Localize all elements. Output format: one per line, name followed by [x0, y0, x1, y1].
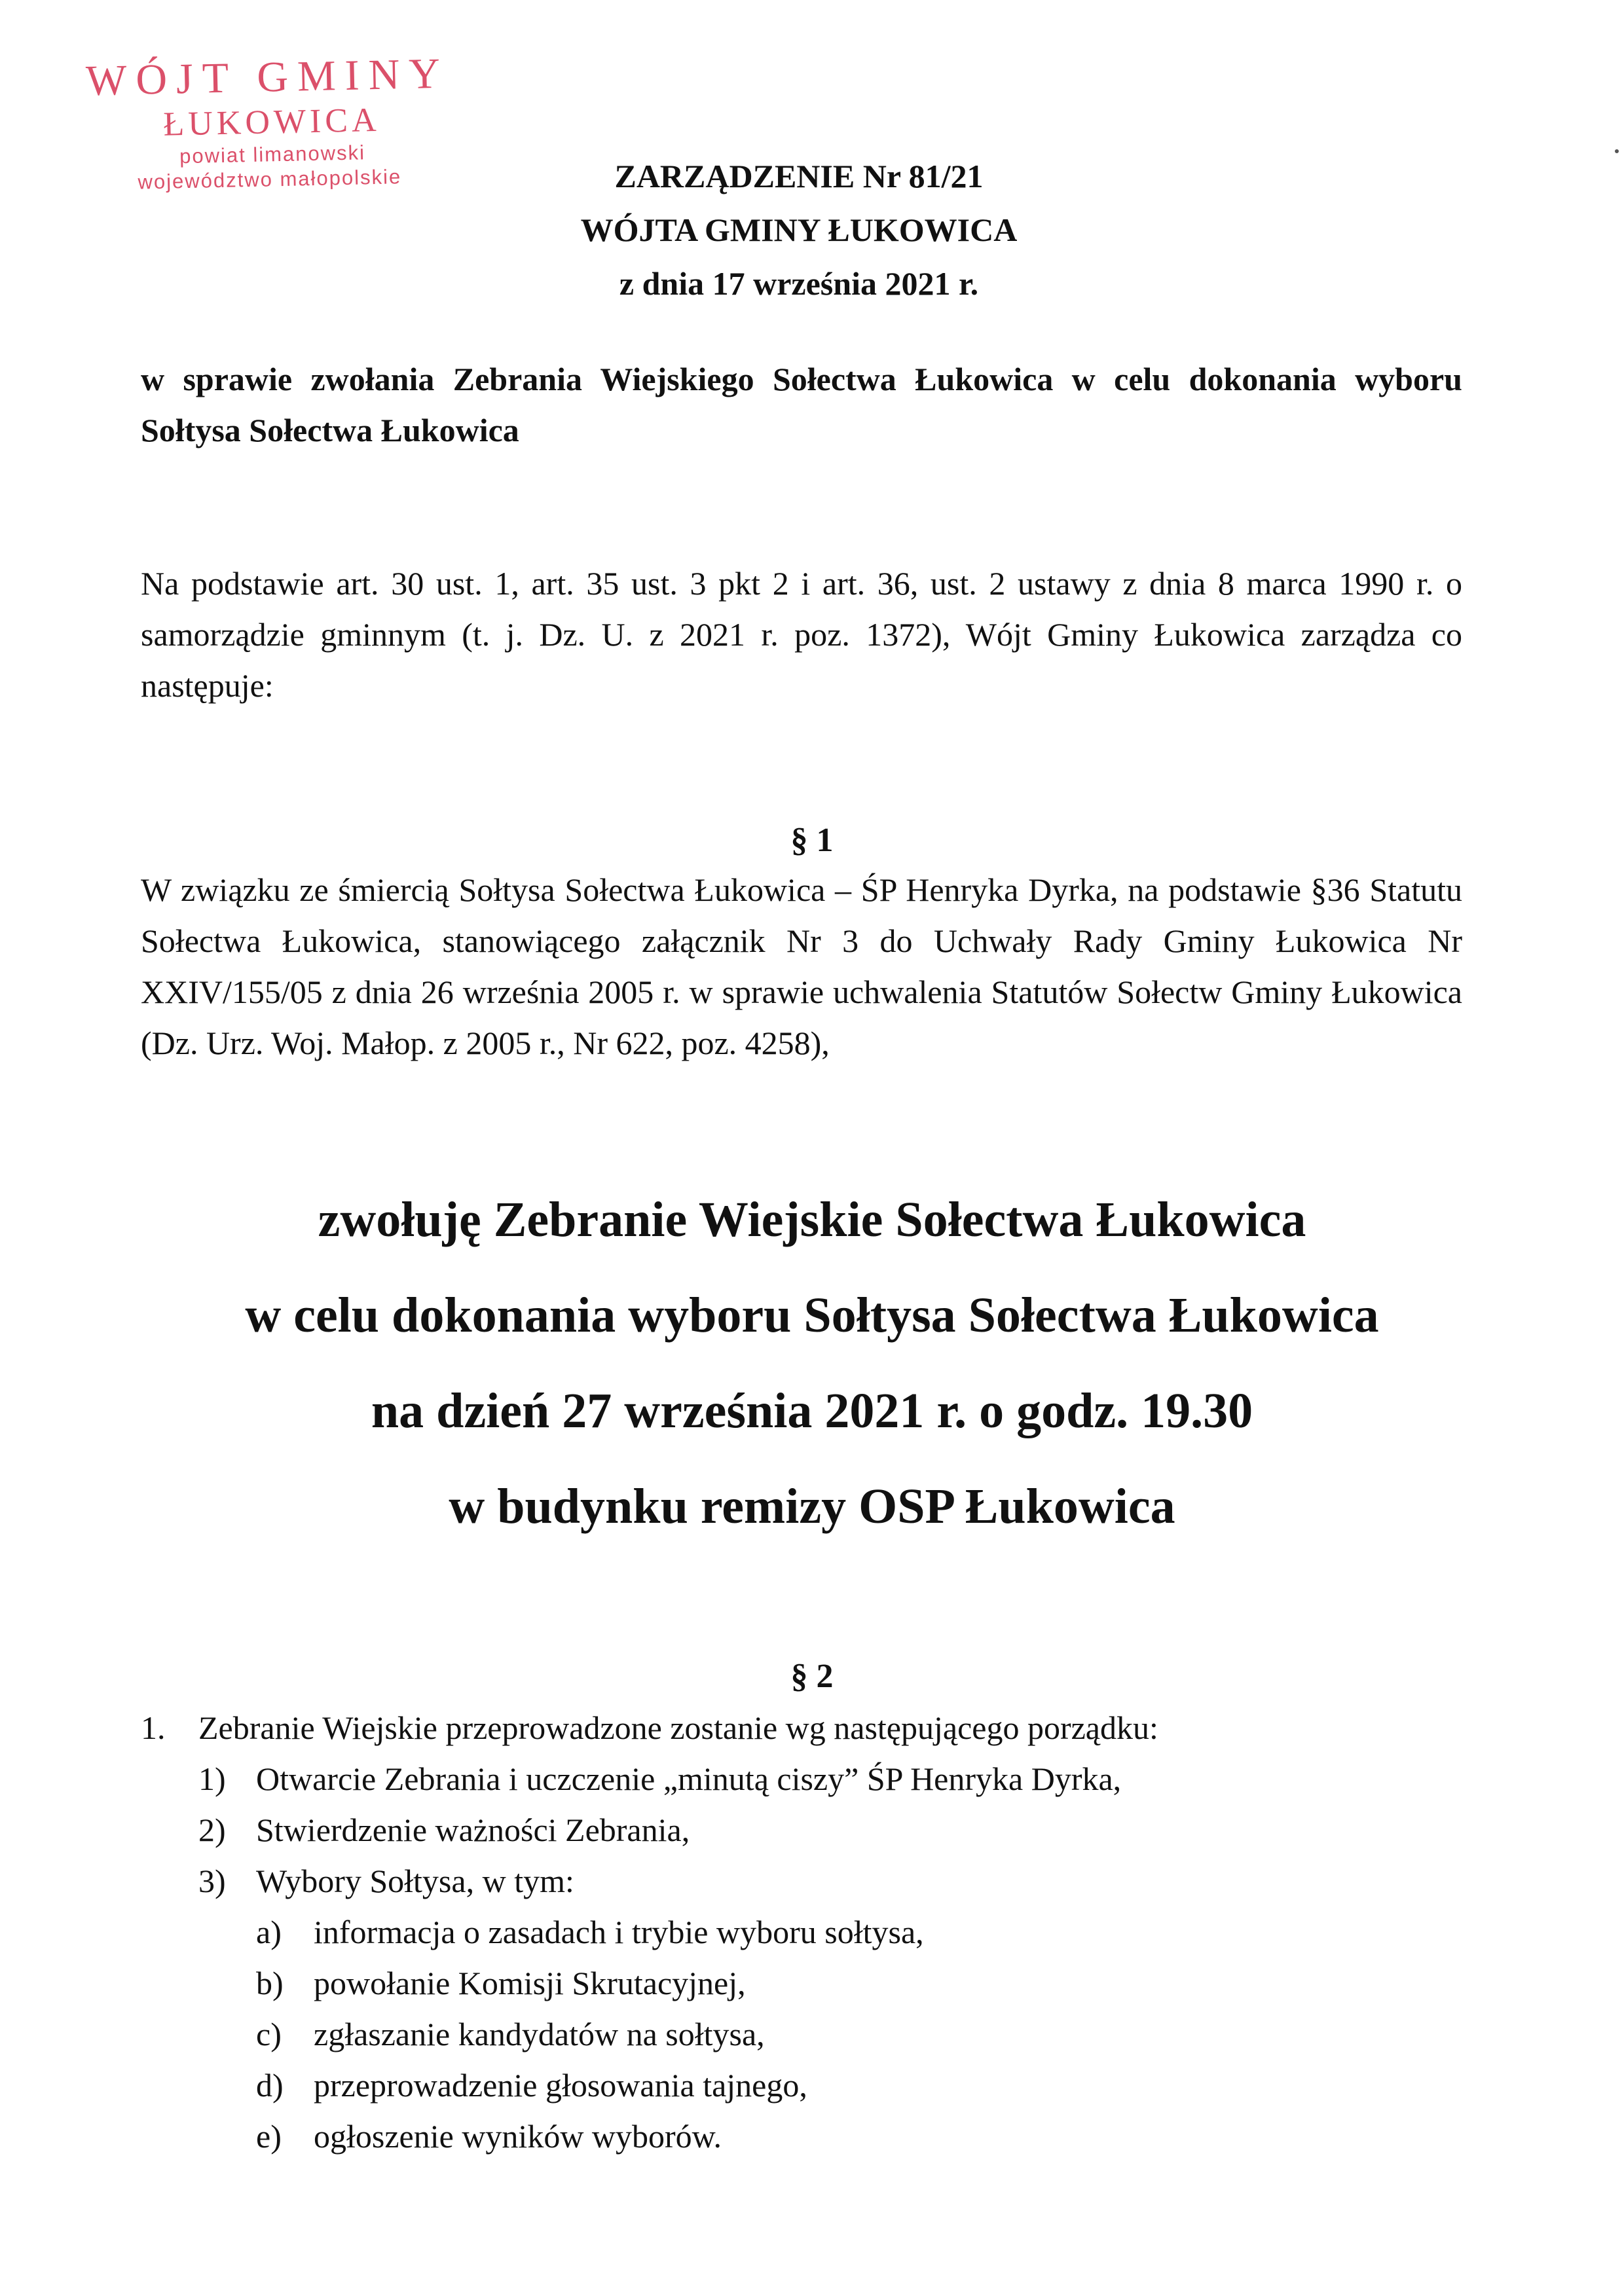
stamp-line-voivodeship: województwo małopolskie — [138, 165, 402, 194]
legal-basis: Na podstawie art. 30 ust. 1, art. 35 ust. 3 pkt 2 i art. 36, ust. 2 ustawy z dnia 8 marca 1990 r. o samorządzie gminnym (t. j. Dz. U. z 2021 r. poz. 1372), Wójt Gminy Łukowica zarządza co następuje: — [141, 565, 1462, 704]
agenda-list — [141, 1702, 1516, 2162]
announcement-line-4: w budynku remizy OSP Łukowica — [449, 1479, 1175, 1534]
stamp-line-county: powiat limanowski — [179, 141, 366, 168]
announcement-line-2: w celu dokonania wyboru Sołtysa Sołectwa Łukowica — [245, 1288, 1379, 1343]
announcement-line-3: na dzień 27 września 2021 r. o godz. 19.30 — [371, 1383, 1253, 1438]
list-item-number: e) — [256, 2118, 282, 2155]
list-item-text: zgłaszanie kandydatów na sołtysa, — [314, 2016, 765, 2052]
list-item — [141, 2111, 1516, 2162]
list-item-number: 3) — [198, 1863, 226, 1899]
list-item-text: Wybory Sołtysa, w tym: — [256, 1863, 574, 1899]
ordinance-number: ZARZĄDZENIE Nr 81/21 — [614, 158, 984, 194]
list-item-text: przeprowadzenie głosowania tajnego, — [314, 2067, 807, 2104]
list-item — [141, 2060, 1516, 2111]
document-header — [406, 149, 1192, 310]
section-1-text: W związku ze śmiercią Sołtysa Sołectwa Łukowica – ŚP Henryka Dyrka, na podstawie §36 Statutu Sołectwa Łukowica, stanowiącego załącznik Nr 3 do Uchwały Rady Gminy Łukowica Nr XXIV/155/05 z dnia 26 września 2005 r. w sprawie uchwalenia Statutów Sołectw Gminy Łukowica (Dz. Urz. Woj. Małop. z 2005 r., Nr 622, poz. 4258), — [141, 871, 1462, 1061]
issuer: WÓJTA GMINY ŁUKOWICA — [580, 211, 1018, 248]
list-item — [141, 1906, 1516, 1958]
list-item — [141, 1855, 1516, 1906]
list-item-number: a) — [256, 1914, 282, 1950]
announcement-line-1: zwołuję Zebranie Wiejskie Sołectwa Łukowica — [318, 1192, 1306, 1247]
stamp-line-title: WÓJT GMINY — [85, 49, 450, 105]
list-item-number: 2) — [198, 1812, 226, 1848]
scan-speck — [1615, 149, 1619, 153]
section-2-title: § 2 — [790, 1658, 834, 1695]
announcement — [0, 1172, 1624, 1554]
list-item-number: c) — [256, 2016, 282, 2052]
list-item-text: informacja o zasadach i trybie wyboru sołtysa, — [314, 1914, 924, 1950]
list-item-number: 1. — [141, 1709, 166, 1746]
list-item-text: Zebranie Wiejskie przeprowadzone zostanie wg następującego porządku: — [198, 1709, 1158, 1746]
subject-line: w sprawie zwołania Zebrania Wiejskiego Sołectwa Łukowica w celu dokonania wyboru Sołtysa Sołectwa Łukowica — [141, 361, 1462, 448]
list-item-text: Otwarcie Zebrania i uczczenie „minutą ciszy” ŚP Henryka Dyrka, — [256, 1760, 1122, 1797]
list-item-number: 1) — [198, 1760, 226, 1797]
list-item-text: Stwierdzenie ważności Zebrania, — [256, 1812, 690, 1848]
list-item-text: powołanie Komisji Skrutacyjnej, — [314, 1965, 746, 2001]
list-item — [141, 1804, 1516, 1855]
list-item-number: d) — [256, 2067, 284, 2104]
stamp-line-municipality: ŁUKOWICA — [162, 101, 381, 143]
issue-date: z dnia 17 września 2021 r. — [619, 265, 979, 302]
section-1-title: § 1 — [790, 822, 834, 859]
list-item — [141, 1958, 1516, 2009]
list-item-text: ogłoszenie wyników wyborów. — [314, 2118, 722, 2155]
list-item — [141, 1702, 1516, 1753]
list-item — [141, 1753, 1516, 1804]
list-item-number: b) — [256, 1965, 284, 2001]
list-item — [141, 2009, 1516, 2060]
